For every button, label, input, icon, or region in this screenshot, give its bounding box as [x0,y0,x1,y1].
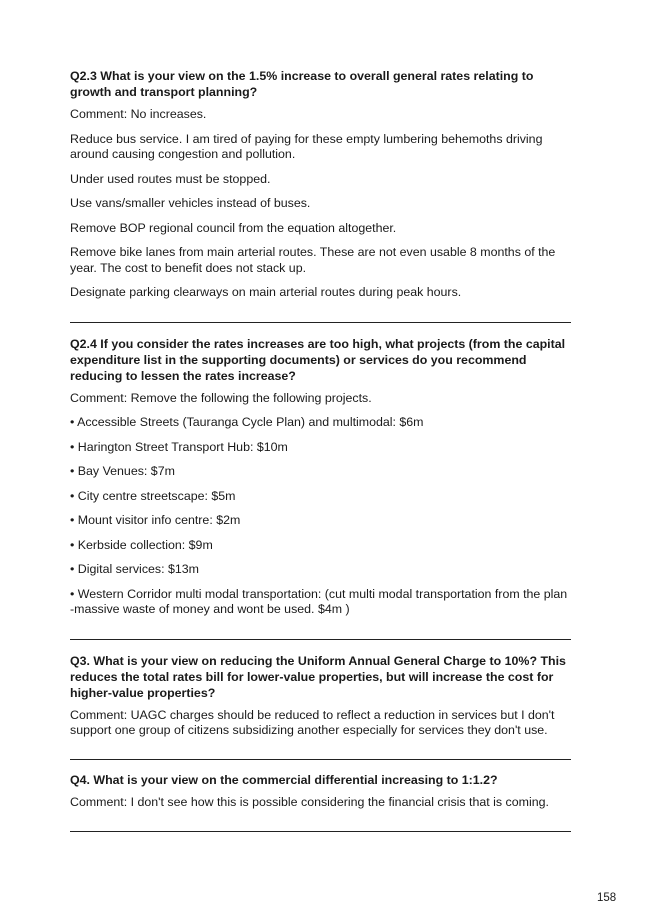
list-item: • Bay Venues: $7m [70,464,175,478]
comment-paragraph: Remove BOP regional council from the equation altogether. [70,220,397,235]
comment-paragraph: Designate parking clearways on main arterial routes during peak hours. [70,285,462,299]
section-divider [70,322,571,323]
list-item: • Accessible Streets (Tauranga Cycle Plan) and multimodal: $6m [70,415,424,429]
list-item: • Kerbside collection: $9m [70,537,213,552]
comment-paragraph: Comment: Remove the following the following projects. [70,390,372,405]
question-heading: Q4. What is your view on the commercial differential increasing to 1:1.2? [70,772,498,787]
section-divider [70,759,571,760]
comment-paragraph: Reduce bus service. I am tired of paying for these empty lumbering behemoths driving around causing congestion and pollution. [70,131,543,161]
section-q4 [70,772,570,811]
page-number: 158 [597,892,617,904]
project-list [70,415,570,618]
section-q2-3 [70,68,570,301]
section-divider [70,831,571,832]
comment-paragraph: Comment: I don't see how this is possible considering the financial crisis that is coming. [70,794,549,809]
question-heading: Q2.4 If you consider the rates increases are too high, what projects (from the capital expenditure list in the supporting documents) or services do you recommend reducing to lessen the rates increase? [70,336,566,383]
comment-paragraph: Comment: UAGC charges should be reduced to reflect a reduction in services but I don't support one group of citizens subsidizing another especially for services they don't use. [70,707,555,737]
comment-paragraph: Comment: No increases. [70,107,207,121]
list-item: • Mount visitor info centre: $2m [70,513,241,527]
comment-paragraph: Remove bike lanes from main arterial routes. These are not even usable 8 months of the year. The cost to benefit does not stack up. [70,245,556,275]
section-q2-4 [70,336,570,618]
comment-paragraph: Under used routes must be stopped. [70,171,271,186]
question-heading: Q3. What is your view on reducing the Uniform Annual General Charge to 10%? This reduces the total rates bill for lower-value properties, but will increase the cost for higher-value properties? [70,653,566,700]
list-item: • Western Corridor multi modal transportation: (cut multi modal transportation from the plan -massive waste of money and wont be used. $4m ) [70,586,568,616]
list-item: • City centre streetscape: $5m [70,488,236,503]
comment-paragraph: Use vans/smaller vehicles instead of buses. [70,196,311,210]
section-divider [70,639,571,640]
section-q3 [70,653,570,739]
list-item: • Digital services: $13m [70,562,199,576]
list-item: • Harington Street Transport Hub: $10m [70,439,288,454]
document-page [70,68,570,832]
question-heading: Q2.3 What is your view on the 1.5% increase to overall general rates relating to growth and transport planning? [70,69,534,99]
